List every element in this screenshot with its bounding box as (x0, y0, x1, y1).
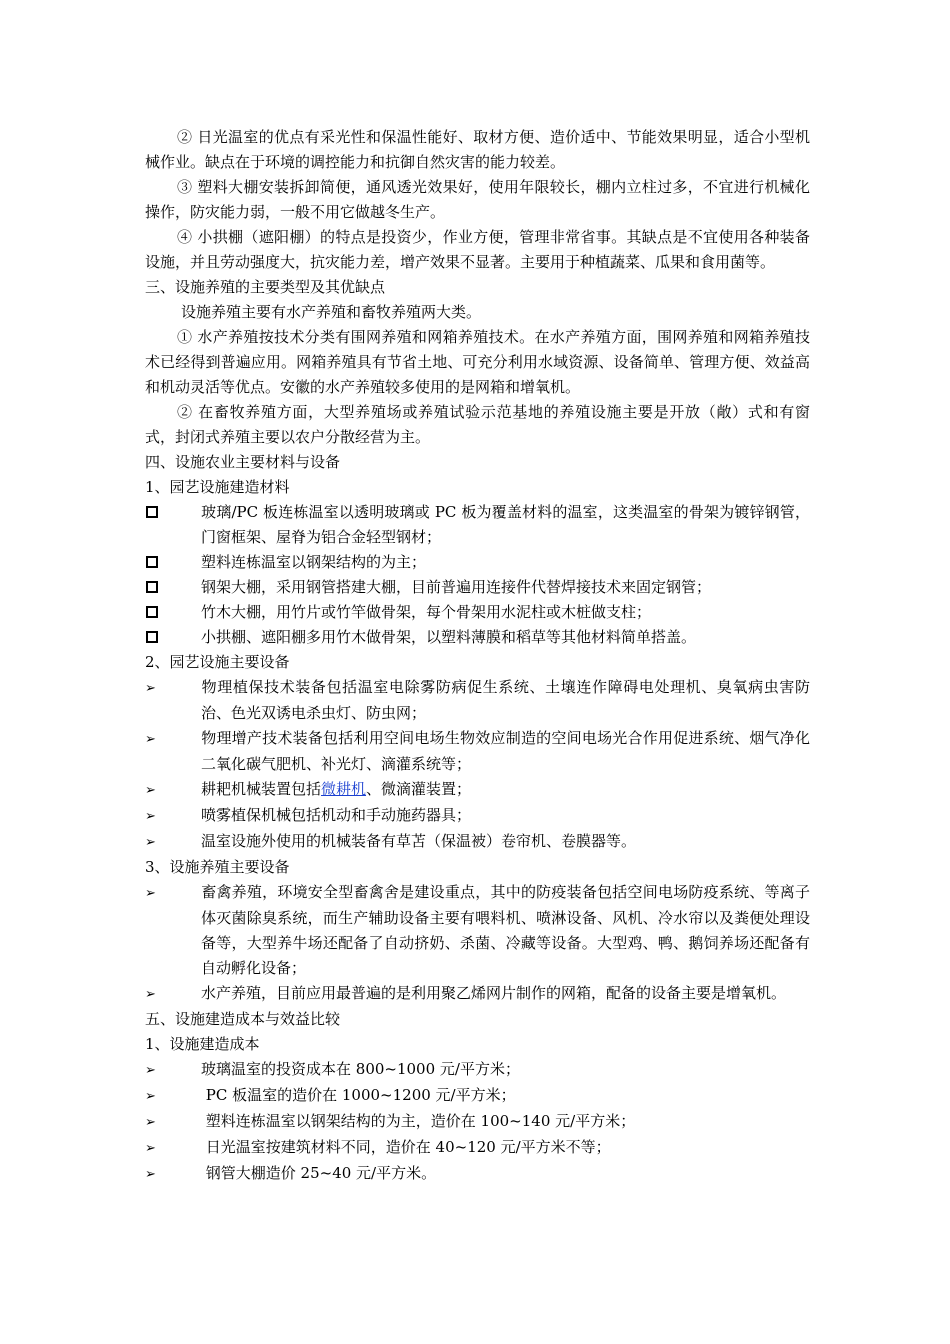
list-item: 小拱棚、遮阳棚多用竹木做骨架，以塑料薄膜和稻草等其他材料简单搭盖。 (145, 625, 810, 650)
list-item: ➢ 水产养殖，目前应用最普遍的是利用聚乙烯网片制作的网箱，配备的设备主要是增氧机。 (145, 984, 787, 1002)
subheading-materials: 1、园艺设施建造材料 (145, 478, 290, 496)
paragraph-small-arch-shed: ④ 小拱棚（遮阳棚）的特点是投资少，作业方便，管理非常省事。其缺点是不宜使用各种装备设施，并且劳动强度大，抗灾能力差，增产效果不显著。主要用于种植蔬菜、瓜果和食用菌等。 (145, 228, 810, 271)
arrow-bullet-icon: ➢ (145, 1063, 156, 1078)
square-bullet-icon (146, 606, 158, 618)
list-item: 钢架大棚，采用钢管搭建大棚，目前普遍用连接件代替焊接技术来固定钢管； (145, 575, 810, 600)
arrow-bullet-icon: ➢ (145, 835, 156, 850)
list-item: ➢ 塑料连栋温室以钢架结构的为主，造价在 100~140 元/平方米； (145, 1112, 636, 1130)
micro-tiller-link[interactable]: 微耕机 (321, 780, 367, 798)
list-item: ➢ 温室设施外使用的机械装备有草苫（保温被）卷帘机、卷膜器等。 (145, 832, 637, 850)
arrow-bullet-icon: ➢ (145, 1167, 156, 1182)
list-item: ➢ 喷雾植保机械包括机动和手动施药器具； (145, 806, 472, 824)
arrow-bullet-icon: ➢ (145, 1089, 156, 1104)
square-bullet-icon (146, 581, 158, 593)
list-item: ➢ 钢管大棚造价 25~40 元/平方米。 (145, 1164, 437, 1182)
list-item: ➢ 耕耙机械装置包括微耕机、微滴灌装置； (145, 780, 472, 798)
list-item: 塑料连栋温室以钢架结构的为主； (145, 550, 810, 575)
list-item: ➢ PC 板温室的造价在 1000~1200 元/平方米； (145, 1086, 516, 1104)
paragraph-plastic-shed: ③ 塑料大棚安装拆卸简便，通风透光效果好，使用年限较长，棚内立柱过多，不宜进行机械化操作，防灾能力弱，一般不用它做越冬生产。 (145, 178, 810, 221)
square-bullet-icon (146, 631, 158, 643)
paragraph-aquaculture: ① 水产养殖按技术分类有围网养殖和网箱养殖技术。在水产养殖方面，围网养殖和网箱养殖技术已经得到普遍应用。网箱养殖具有节省土地、可充分利用水域资源、设备简单、管理方便、效益高和机动灵活等优点。安徽的水产养殖较多使用的是网箱和增氧机。 (145, 328, 810, 396)
square-bullet-icon (146, 556, 158, 568)
list-item: 玻璃/PC 板连栋温室以透明玻璃或 PC 板为覆盖材料的温室，这类温室的骨架为镀锌钢管，门窗框架、屋脊为铝合金轻型钢材； (145, 500, 810, 550)
arrow-bullet-icon: ➢ (145, 987, 156, 1002)
arrow-bullet-icon: ➢ (145, 681, 156, 696)
paragraph-livestock: ② 在畜牧养殖方面，大型养殖场或养殖试验示范基地的养殖设施主要是开放（敞）式和有窗式，封闭式养殖主要以农户分散经营为主。 (145, 403, 810, 446)
heading-section-3: 三、设施养殖的主要类型及其优缺点 (145, 278, 386, 296)
list-item: ➢ 物理植保技术装备包括温室电除雾防病促生系统、土壤连作障碍电处理机、臭氧病虫害防治、色光双诱电杀虫灯、防虫网； (145, 678, 810, 722)
list-item: ➢ 物理增产技术装备包括利用空间电场生物效应制造的空间电场光合作用促进系统、烟气净化二氧化碳气肥机、补光灯、滴灌系统等； (145, 729, 810, 773)
arrow-bullet-icon: ➢ (145, 783, 156, 798)
paragraph-breeding-intro: 设施养殖主要有水产养殖和畜牧养殖两大类。 (181, 303, 482, 321)
arrow-bullet-icon: ➢ (145, 886, 156, 901)
arrow-bullet-icon: ➢ (145, 1141, 156, 1156)
list-item: ➢ 玻璃温室的投资成本在 800~1000 元/平方米； (145, 1060, 520, 1078)
heading-section-5: 五、设施建造成本与效益比较 (145, 1010, 341, 1028)
subheading-breeding-equipment: 3、设施养殖主要设备 (145, 858, 290, 876)
arrow-bullet-icon: ➢ (145, 1115, 156, 1130)
arrow-bullet-icon: ➢ (145, 809, 156, 824)
document-body (145, 125, 810, 1187)
square-bullet-icon (146, 506, 158, 518)
list-item: ➢ 日光温室按建筑材料不同，造价在 40~120 元/平方米不等； (145, 1138, 611, 1156)
arrow-bullet-icon: ➢ (145, 732, 156, 747)
subheading-construction-cost: 1、设施建造成本 (145, 1035, 260, 1053)
subheading-horticulture-equipment: 2、园艺设施主要设备 (145, 653, 290, 671)
list-item: ➢ 畜禽养殖，环境安全型畜禽舍是建设重点，其中的防疫装备包括空间电场防疫系统、等离子体灭菌除臭系统，而生产辅助设备主要有喂料机、喷淋设备、风机、冷水帘以及粪便处理设备等，大型养牛场还配备了自动挤奶、杀菌、冷藏等设备。大型鸡、鸭、鹅饲养场还配备有自动孵化设备； (145, 883, 810, 977)
list-item: 竹木大棚，用竹片或竹竿做骨架，每个骨架用水泥柱或木桩做支柱； (145, 600, 810, 625)
paragraph-sunlight-greenhouse: ② 日光温室的优点有采光性和保温性能好、取材方便、造价适中、节能效果明显，适合小型机械作业。缺点在于环境的调控能力和抗御自然灾害的能力较差。 (145, 128, 810, 171)
heading-section-4: 四、设施农业主要材料与设备 (145, 453, 341, 471)
